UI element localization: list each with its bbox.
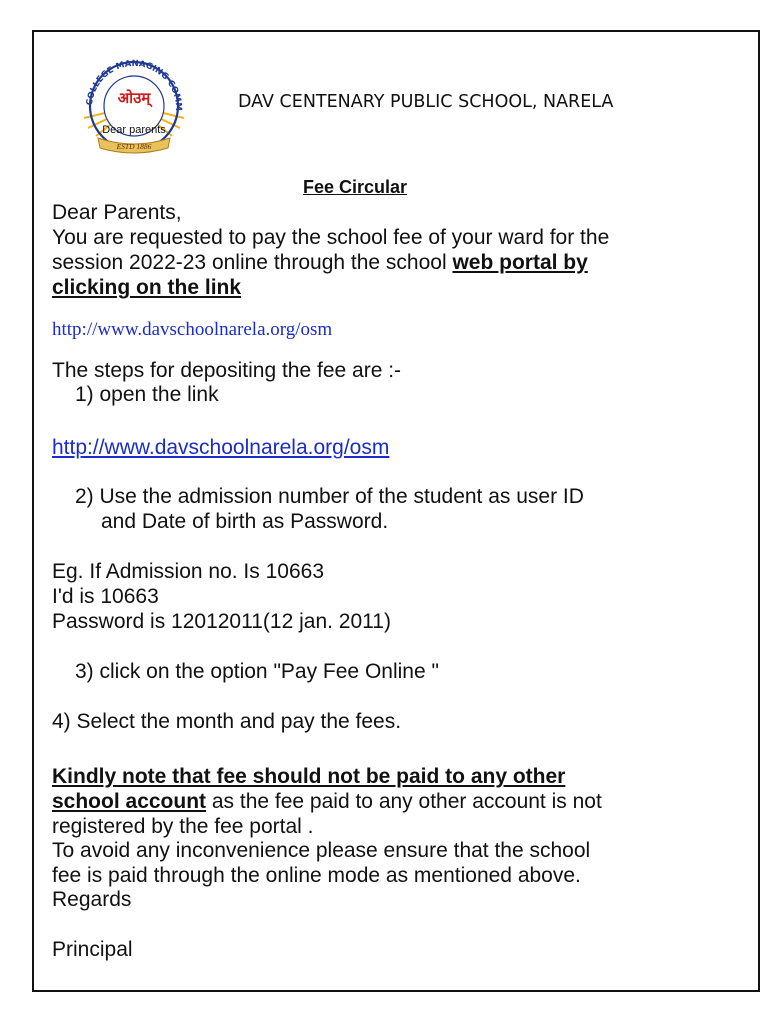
note-bold-text: Kindly note that fee should not be paid to any other: [52, 765, 566, 788]
circular-title: Fee Circular: [303, 177, 408, 197]
note-bold-text-2: school account: [52, 790, 207, 813]
step-3: 3) click on the option "Pay Fee Online ": [75, 660, 439, 683]
note-line-1: [52, 765, 565, 789]
intro-bold-text: web portal by: [452, 251, 588, 274]
logo-ring-text: COLLEGE MANAGING COMM: [85, 58, 184, 112]
school-logo: [68, 50, 200, 158]
step-2-line-2: and Date of birth as Password.: [101, 510, 389, 533]
step-1: 1) open the link: [75, 383, 219, 406]
avoid-line-1: To avoid any inconvenience please ensure that the school: [52, 839, 591, 862]
portal-link-1[interactable]: http://www.davschoolnarela.org/osm: [52, 319, 333, 340]
signature-principal: Principal: [52, 938, 133, 961]
intro-line-2: [52, 251, 588, 275]
greeting: Dear Parents,: [52, 201, 182, 224]
logo-estd-text: ESTD 1886: [116, 142, 152, 151]
intro-line-3: [52, 276, 241, 300]
portal-link-2[interactable]: http://www.davschoolnarela.org/osm: [52, 436, 390, 459]
regards: Regards: [52, 888, 132, 911]
example-line-2: I'd is 10663: [52, 585, 159, 608]
logo-overlay-text: Dear parents: [102, 124, 166, 136]
logo-om-text: ओउम्: [117, 89, 151, 107]
step-4: 4) Select the month and pay the fees.: [52, 710, 402, 733]
note-line-2: [52, 790, 602, 814]
example-line-1: Eg. If Admission no. Is 10663: [52, 560, 324, 583]
note-line-2-text: as the fee paid to any other account is not: [206, 790, 602, 813]
intro-bold-text-2: clicking on the link: [52, 276, 242, 299]
school-name: DAV CENTENARY PUBLIC SCHOOL, NARELA: [238, 92, 614, 112]
intro-line-2-text: session 2022-23 online through the school: [52, 251, 453, 274]
note-line-3: registered by the fee portal .: [52, 815, 314, 838]
steps-intro: The steps for depositing the fee are :-: [52, 359, 402, 382]
step-2-line-1: 2) Use the admission number of the student as user ID: [75, 485, 584, 508]
example-line-3: Password is 12012011(12 jan. 2011): [52, 610, 391, 633]
avoid-line-2: fee is paid through the online mode as mentioned above.: [52, 864, 581, 887]
intro-line-1: You are requested to pay the school fee of your ward for the: [52, 226, 610, 249]
